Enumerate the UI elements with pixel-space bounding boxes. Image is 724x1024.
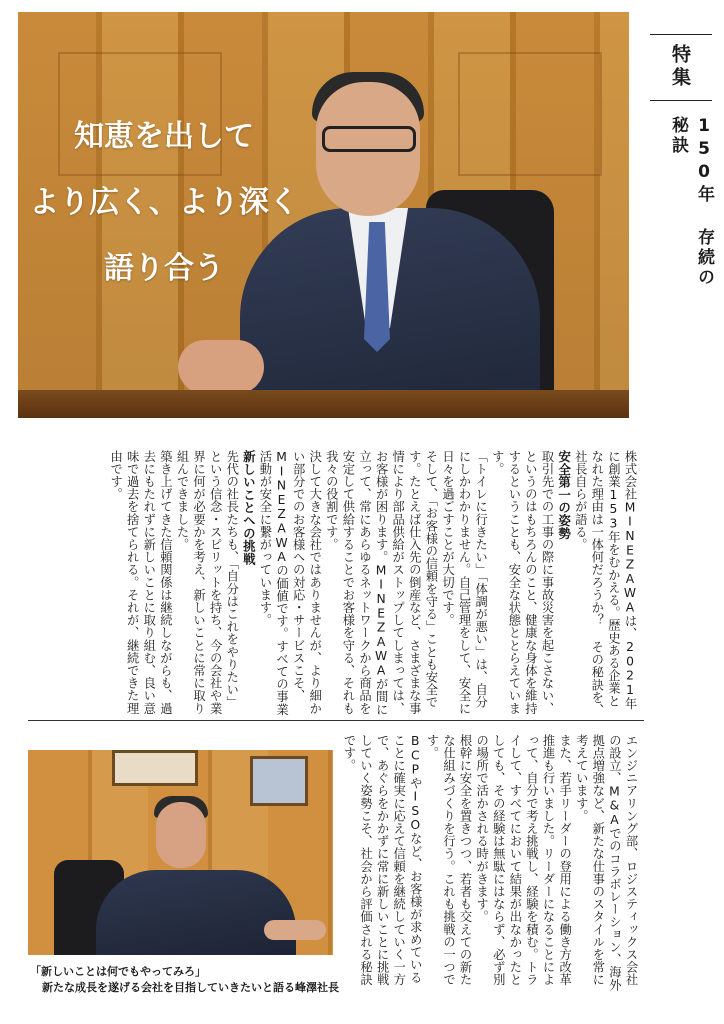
body-paragraph: 根幹に安全を置きつつ、若者も交えての新たな仕組みづくりを行う。これも挑戦の一つです。 <box>424 734 473 986</box>
wall-painting <box>250 756 308 806</box>
body-paragraph: エンジニアリング部、ロジスティックス会社の設立、M&Aでのコラボレーション、海外拠点増強など、新たな仕事のスタイルを常に考えています。 <box>574 734 638 992</box>
article-top <box>108 450 638 718</box>
hero-headline <box>18 104 310 302</box>
sidebar-rule-bottom <box>650 100 712 101</box>
suit-jacket <box>96 870 296 955</box>
body-paragraph: 決して大きな会社ではありませんが、より細かい部分でのお客様への対応・サービスこそ、MINEZAWAの価値です。すべての事業活動が安全に繋がっています。 <box>257 450 322 716</box>
headline-line-1: 知恵を出して <box>74 119 254 154</box>
headline-line-2: より広く、より深く <box>29 185 299 220</box>
face <box>156 802 206 868</box>
wall-frame <box>112 750 198 786</box>
desk <box>18 390 629 418</box>
interview-photo <box>28 750 333 955</box>
body-paragraph: 取引先での工事の際に事故災害を起こさない、というのはもちろんのこと、健康な身体を維持するということも、安全な状態ととらえています。 <box>490 450 555 715</box>
hero-photo <box>18 12 629 418</box>
series-title: 150年 存続の秘訣 <box>668 116 714 288</box>
body-paragraph: 築き上げてきた信頼関係は継続しながらも、過去にもたれずに新しいことに取り組む、良い意味で過去を捨てられる。それが、継続できた理由です。 <box>108 450 173 715</box>
body-paragraph: BCPやISOなど、お客様が求めていることに確実に応えて信頼を継続していく一方で、あぐらをかかずに常に新しいことに挑戦していく姿勢こそ、社会から評価される秘訣です。 <box>341 734 423 986</box>
sidebar-rule-top <box>650 34 712 35</box>
article-bottom <box>343 734 639 996</box>
section-heading-challenge: 新しいことへの挑戦 <box>241 450 257 566</box>
body-paragraph: そして、「お客様の信頼を守る」ことも安全です。たとえば仕入先の倒産など、さまざまな事情により部品供給がストップしてしまっては、お客様が困ります。MINEZAWAが間に立って、常にあらゆるネットワークから商品を安定して供給することでお客様を守る、それも我々の役割です。 <box>324 450 438 716</box>
section-heading-safety: 安全第一の姿勢 <box>556 450 572 540</box>
feature-label: 特集 <box>669 44 691 90</box>
body-paragraph: 先代の社長たちも、「自分はこれをやりたい」という信念・スピリットを持ち、今の会社や業界に何が必要かを考え、新しいことに常に取り組んできました。 <box>174 450 239 715</box>
photo-caption <box>30 964 360 996</box>
caption-description: 新たな成長を遂げる会社を目指していきたいと語る峰澤社長 <box>42 981 339 994</box>
body-paragraph: 「トイレに行きたい」「体調が悪い」は、自分にしかわかりません。自己管理をして、安全に日々を過ごすことが大切です。 <box>440 450 488 715</box>
glasses <box>322 126 416 152</box>
body-paragraph: また、若手リーダーの登用による働き方改革推進も行いました。リーダーになることによって、自分で考え挑戦し、経験を積む。トライして、すべてにおいて結果が出なかったとしても、その経験は無駄にはならず、必ず別の場所で活かされる時がきます。 <box>474 734 572 986</box>
gesturing-hand <box>264 920 326 940</box>
wall-panel <box>458 52 602 176</box>
divider <box>28 720 644 721</box>
caption-quote: 「新しいことは何でもやってみろ」 <box>30 965 206 978</box>
intro-paragraph: 株式会社MINEZAWAは、2021年に創業153年をむかえる。歴史ある企業となれた理由は一体何だろうか？ その秘訣を、社長自らが語る。 <box>573 450 637 717</box>
headline-line-3: 語り合う <box>104 251 224 286</box>
clasped-hands <box>178 340 264 394</box>
